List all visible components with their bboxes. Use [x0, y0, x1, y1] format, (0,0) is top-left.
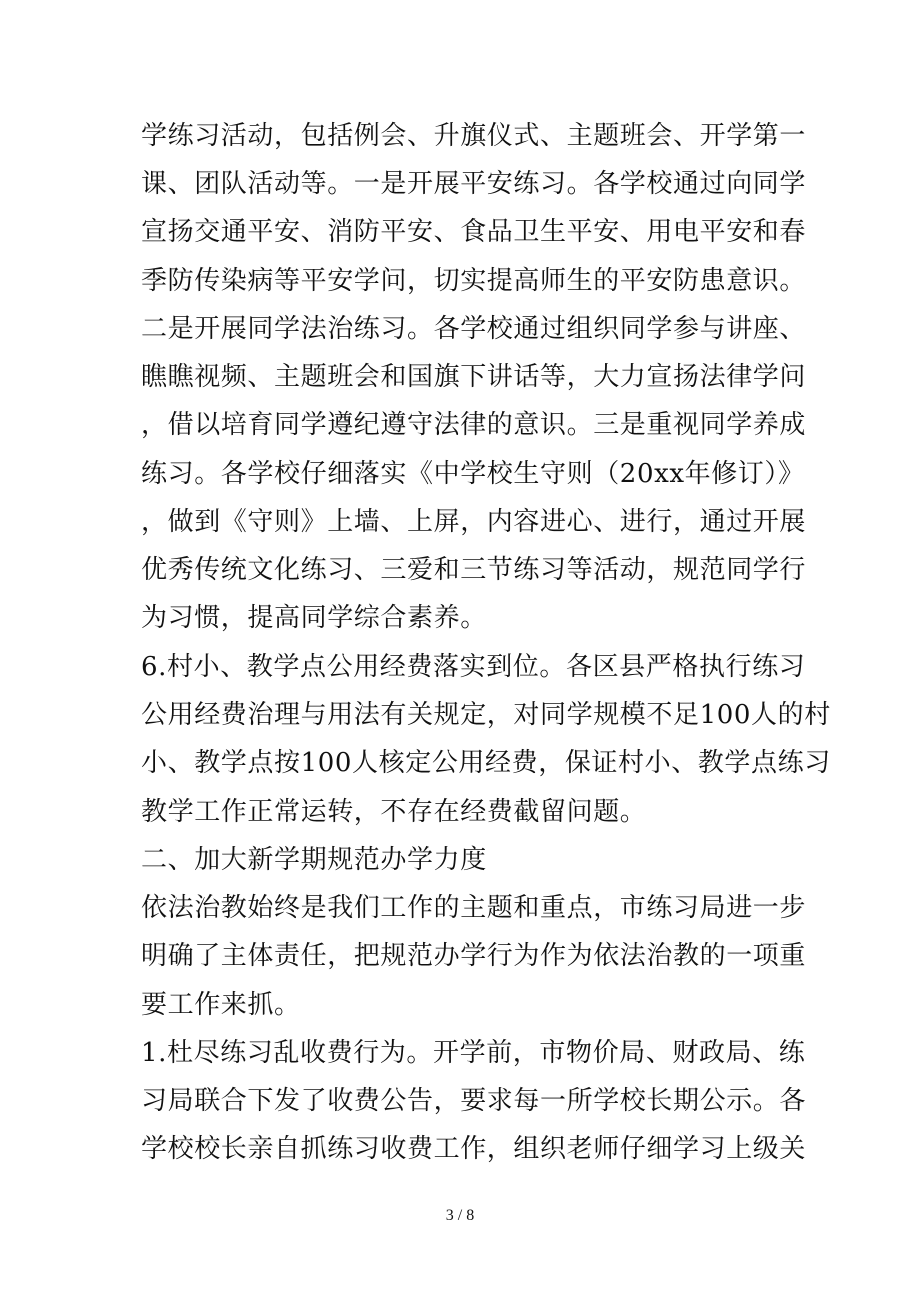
text-line: 瞧瞧视频、主题班会和国旗下讲话等，大力宣扬法律学问 [141, 362, 807, 392]
section-heading: 二、加大新学期规范办学力度 [141, 845, 487, 875]
text-line: 课、团队活动等。一是开展平安练习。各学校通过向同学 [141, 169, 807, 199]
text-line: 二是开展同学法治练习。各学校通过组织同学参与讲座、 [141, 314, 807, 344]
text-line: 为习惯，提高同学综合素养。 [141, 603, 487, 633]
text-line: 依法治教始终是我们工作的主题和重点，市练习局进一步 [141, 893, 807, 923]
text-line: 明确了主体责任，把规范办学行为作为依法治教的一项重 [141, 941, 807, 971]
text-line: 宣扬交通平安、消防平安、食品卫生平安、用电平安和春 [141, 217, 807, 247]
text-line: 1.杜尽练习乱收费行为。开学前，市物价局、财政局、练 [141, 1038, 806, 1068]
text-line: 习局联合下发了收费公告，要求每一所学校长期公示。各 [141, 1086, 807, 1116]
text-line: 公用经费治理与用法有关规定，对同学规模不足100人的村 [141, 700, 831, 730]
text-line: 学练习活动，包括例会、升旗仪式、主题班会、开学第一 [141, 121, 807, 151]
text-line: ，借以培育同学遵纪遵守法律的意识。三是重视同学养成 [141, 410, 807, 440]
text-line: 练习。各学校仔细落实《中学校生守则（20xx年修订）》 [141, 459, 805, 489]
text-line: 优秀传统文化练习、三爱和三节练习等活动，规范同学行 [141, 555, 807, 585]
text-line: 学校校长亲自抓练习收费工作，组织老师仔细学习上级关 [141, 1134, 807, 1164]
text-line: 季防传染病等平安学问，切实提高师生的平安防患意识。 [141, 266, 807, 296]
text-line: 6.村小、教学点公用经费落实到位。各区县严格执行练习 [141, 652, 806, 682]
text-line: 小、教学点按100人核定公用经费，保证村小、教学点练习 [141, 748, 831, 778]
text-line: 要工作来抓。 [141, 990, 301, 1020]
text-line: 教学工作正常运转，不存在经费截留问题。 [141, 797, 647, 827]
text-line: ，做到《守则》上墙、上屏，内容进心、进行，通过开展 [141, 507, 807, 537]
page-number: 3 / 8 [445, 1207, 475, 1224]
